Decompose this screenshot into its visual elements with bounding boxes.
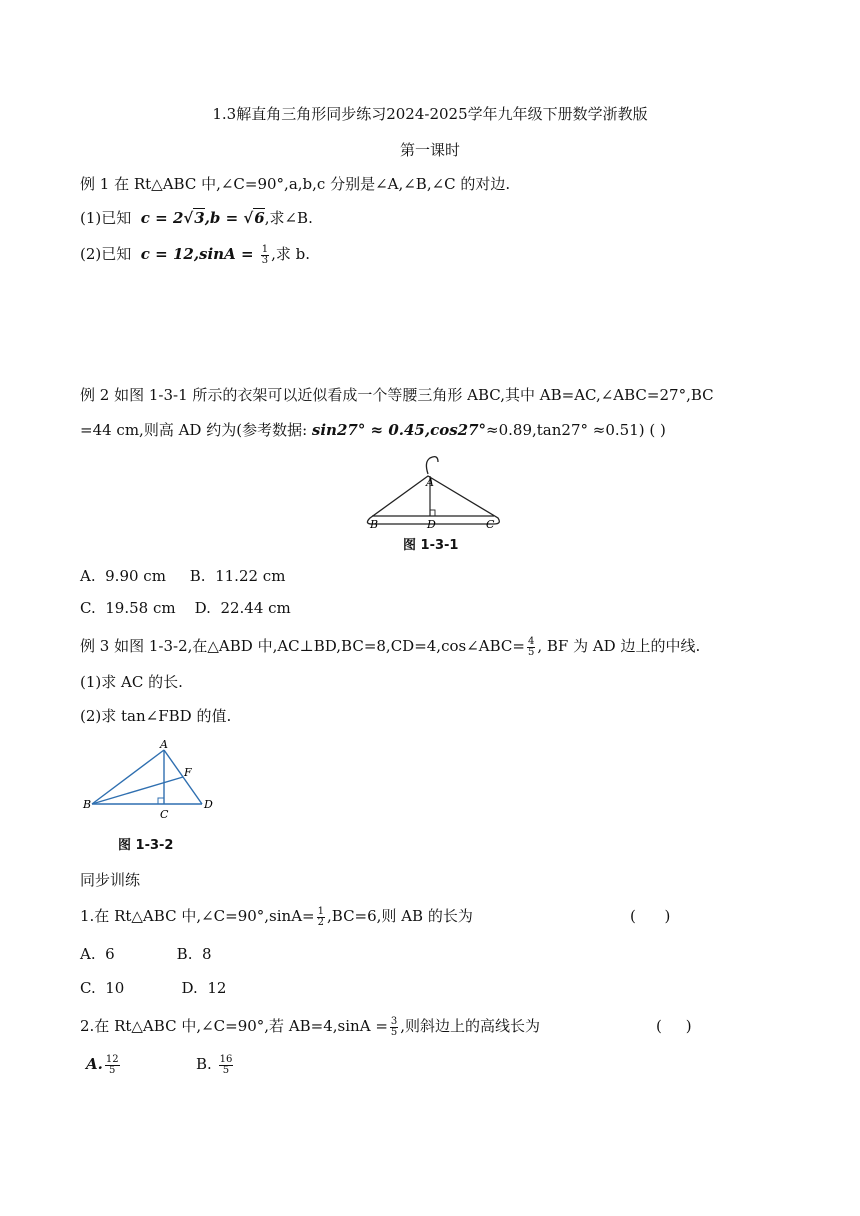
page-subtitle: 第一课时 [399, 141, 460, 159]
label-A: A [426, 476, 434, 489]
example3-q1: (1)求 AC 的长. [80, 673, 183, 691]
example2-options-row1: A. 9.90 cm B. 11.22 cm [80, 567, 286, 585]
label-C: C [160, 808, 169, 821]
practice-heading: 同步训练 [80, 871, 141, 889]
example1-stem: 例 1 在 Rt△ABC 中,∠C=90°,a,b,c 分别是∠A,∠B,∠C 的对边. [80, 175, 511, 193]
triangle-figure [80, 738, 220, 822]
example2-line2: =44 cm,则高 AD 约为(参考数据: sin27° ≈ 0.45,cos27°≈0.89,tan27° ≈0.51) ( ) [80, 421, 666, 439]
label-B: B [370, 518, 379, 531]
label-C: C [486, 518, 495, 531]
hanger-hook [426, 457, 438, 474]
example3-stem: 例 3 如图 1-3-2,在△ABD 中,AC⊥BD,BC=8,CD=4,cos∠ABC= $\frac{4}{5}$ , BF 为 AD 边上的中线. [80, 635, 701, 658]
example3-q2: (2)求 tan∠FBD 的值. [80, 707, 232, 725]
practice-q1-options-row2: C. 10 D. 12 [80, 979, 227, 997]
example2-options-row2: C. 19.58 cm D. 22.44 cm [80, 599, 291, 617]
figure-caption-2: 图 1-3-2 [118, 838, 174, 853]
example1-part2: (2)已知 c = 12,sinA = $\frac{1}{3}$ ,求 b. [80, 243, 311, 266]
hanger-figure [360, 452, 510, 532]
label-A: A [160, 738, 168, 751]
figure-caption-1: 图 1-3-1 [403, 538, 459, 553]
practice-q2: 2.在 Rt△ABC 中,∠C=90°,若 AB=4,sinA = $\frac{3}{5}$ ,则斜边上的高线长为 [80, 1015, 541, 1038]
right-angle-mark [158, 798, 164, 804]
label-D: D [427, 518, 436, 531]
label-D: D [204, 798, 213, 811]
example2-line1: 例 2 如图 1-3-1 所示的衣架可以近似看成一个等腰三角形 ABC,其中 AB=AC,∠ABC=27°,BC [80, 386, 714, 404]
page-title: 1.3解直角三角形同步练习2024-2025学年九年级下册数学浙教版 [212, 105, 648, 123]
median-BF [92, 777, 183, 804]
label-F: F [184, 766, 192, 779]
practice-q1: 1.在 Rt△ABC 中,∠C=90°,sinA= $\frac{1}{2}$ ,BC=6,则 AB 的长为 [80, 905, 473, 928]
side-AB [92, 750, 164, 804]
practice-q2-answer-paren: ( ) [656, 1017, 692, 1035]
practice-q1-options-row1: A. 6 B. 8 [80, 945, 212, 963]
example1-part1: (1)已知 c = 2√3,b = √6,求∠B. [80, 209, 313, 227]
right-angle-mark [430, 510, 435, 516]
label-B: B [83, 798, 92, 811]
practice-q2-option-b: B. $\frac{16}{5}$ [196, 1053, 233, 1076]
practice-q1-answer-paren: ( ) [630, 907, 671, 925]
practice-q2-option-a: A. $\frac{12}{5}$ [86, 1053, 119, 1076]
